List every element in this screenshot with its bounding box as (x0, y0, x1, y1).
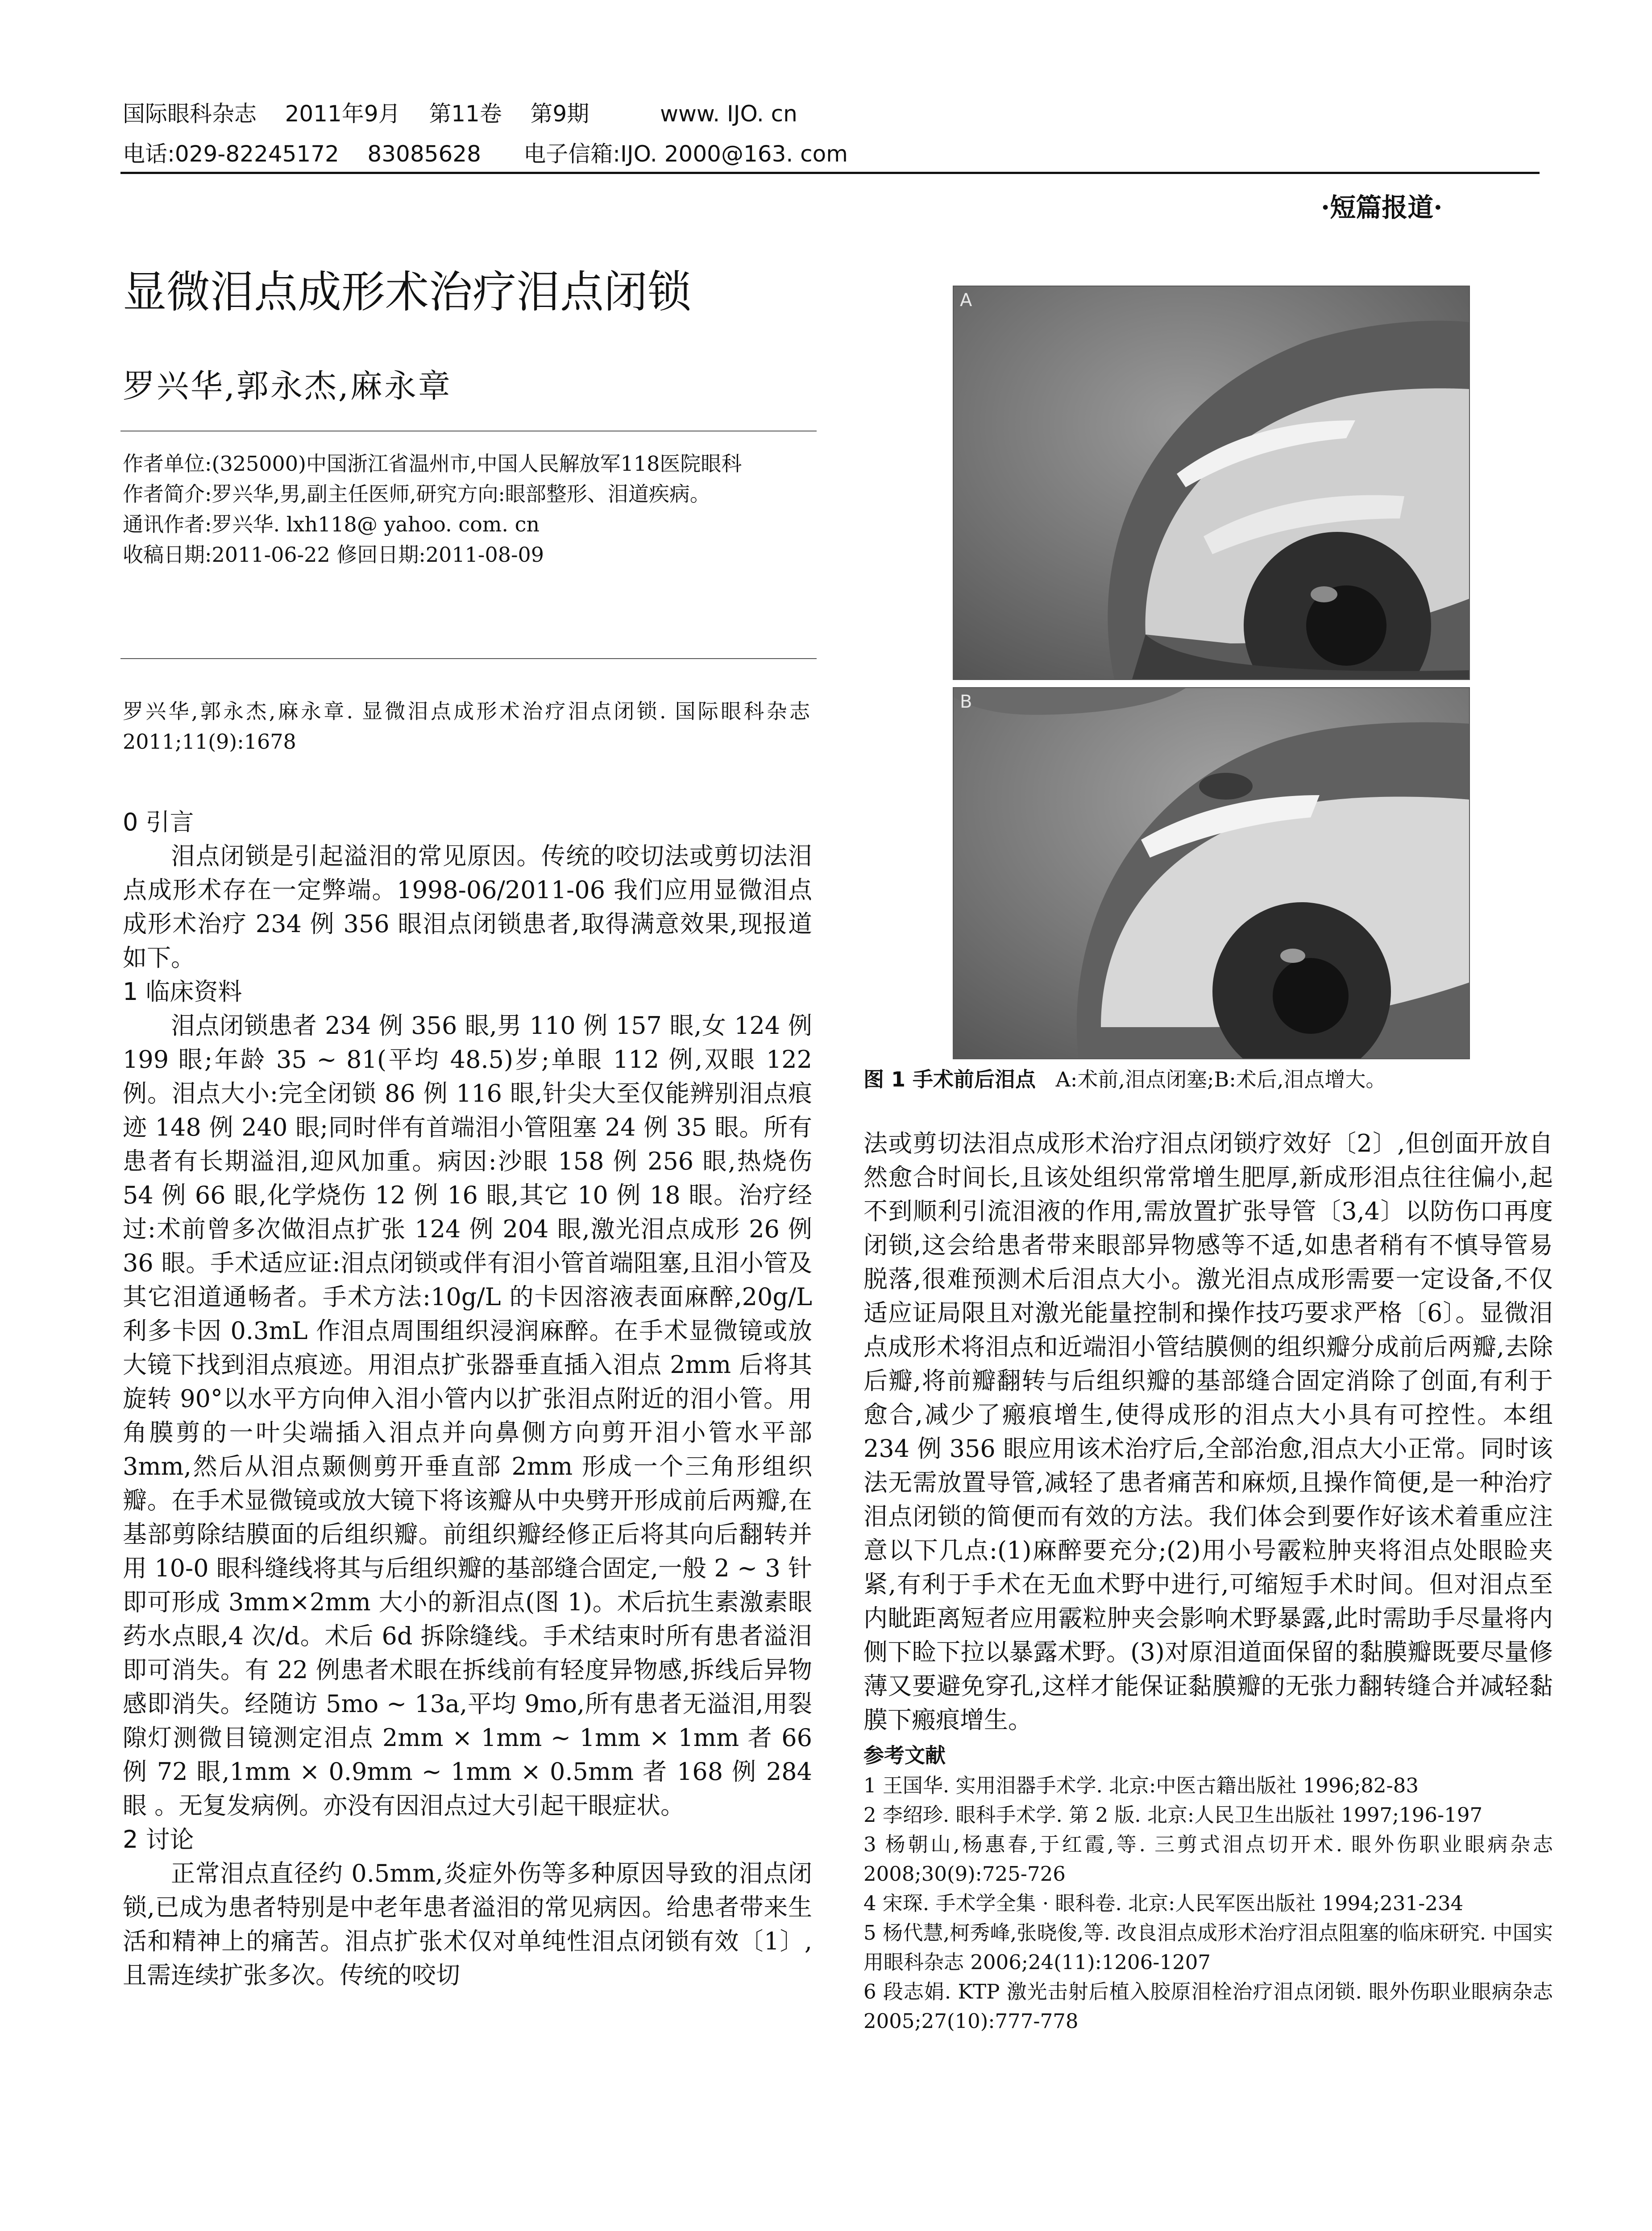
figure-caption (863, 1064, 1551, 1095)
intro-heading: 0 引言 (123, 808, 194, 836)
eye-photo-preop (954, 286, 1469, 679)
author-affiliation: 作者单位:(325000)中国浙江省温州市,中国人民解放军118医院眼科 (123, 452, 742, 476)
figure-caption-label: 图 1 手术前后泪点 (863, 1067, 1036, 1091)
references-heading: 参考文献 (863, 1743, 946, 1767)
clinical-paragraph (123, 1009, 812, 1823)
author-meta (123, 448, 810, 570)
right-column (863, 1127, 1553, 2036)
article-authors: 罗兴华,郭永杰,麻永章 (123, 367, 452, 405)
meta-rule (120, 658, 817, 659)
discussion-paragraph-right (863, 1127, 1553, 1737)
journal-header-line1: 国际眼科杂志 2011年9月 第11卷 第9期 www. IJO. cn (123, 101, 797, 127)
corresponding-author: 通讯作者:罗兴华. lxh118@ yahoo. com. cn (123, 512, 540, 536)
reference-item: 2 李绍珍. 眼科手术学. 第 2 版. 北京:人民卫生出版社 1997;196-197 (863, 1803, 1483, 1827)
figure-caption-text: A:术前,泪点闭塞;B:术后,泪点增大。 (1055, 1067, 1386, 1091)
left-column (123, 805, 812, 1992)
reference-item: 5 杨代慧,柯秀峰,张晓俊,等. 改良泪点成形术治疗泪点阻塞的临床研究. 中国实用眼科杂志 2006;24(11):1206-1207 (863, 1921, 1553, 1974)
clinical-text: 泪点闭锁患者 234 例 356 眼,男 110 例 157 眼,女 124 例 199 眼;年龄 35 ~ 81(平均 48.5)岁;单眼 112 例,双眼 122 例。泪点大小:完全闭锁 86 例 116 眼,针尖大至仅能辨别泪点痕迹 148 例 240 眼;同时伴有首端泪小管阻塞 24 例 35 眼。所有患者有长期溢泪,迎风加重。病因:沙眼 158 例 256 眼,热烧伤 54 例 66 眼,化学烧伤 12 例 16 眼,其它 10 例 18 眼。治疗经过:术前曾多次做泪点扩张 124 例 204 眼,激光泪点成形 26 例 36 眼。手术适应证:泪点闭锁或伴有泪小管首端阻塞,且泪小管及其它泪道通畅者。手术方法:10g/L 的卡因溶液表面麻醉,20g/L 利多卡因 0.3mL 作泪点周围组织浸润麻醉。在手术显微镜或放大镜下找到泪点痕迹。用泪点扩张器垂直插入泪点 2mm 后将其旋转 90°以水平方向伸入泪小管内以扩张泪点附近的泪小管。用角膜剪的一叶尖端插入泪点并向鼻侧方向剪开泪小管水平部 3mm,然后从泪点颞侧剪开垂直部 2mm 形成一个三角形组织瓣。在手术显微镜或放大镜下将该瓣从中央劈开形成前后两瓣,在基部剪除结膜面的后组织瓣。前组织瓣经修正后将其向后翻转并用 10-0 眼科缝线将其与后组织瓣的基部缝合固定,一般 2 ~ 3 针即可形成 3mm×2mm 大小的新泪点(图 1)。术后抗生素激素眼药水点眼,4 次/d。术后 6d 拆除缝线。手术结束时所有患者溢泪即可消失。有 22 例患者术眼在拆线前有轻度异物感,拆线后异物感即消失。经随访 5mo ~ 13a,平均 9mo,所有患者无溢泪,用裂隙灯测微目镜测定泪点 2mm × 1mm ~ 1mm × 1mm 者 66 例 72 眼,1mm × 0.9mm ~ 1mm × 0.5mm 者 168 例 284 眼 。无复发病例。亦没有因泪点过大引起干眼症状。 (123, 1012, 812, 1820)
figure-panel-a (953, 286, 1470, 680)
figure-panel-b (953, 687, 1470, 1059)
journal-header-line2: 电话:029-82245172 83085628 电子信箱:IJO. 2000@163. com (123, 141, 848, 167)
reference-item: 3 杨朝山,杨惠春,于红霞,等. 三剪式泪点切开术. 眼外伤职业眼病杂志 2008;30(9):725-726 (863, 1833, 1553, 1886)
discussion-text-left: 正常泪点直径约 0.5mm,炎症外伤等多种原因导致的泪点闭锁,已成为患者特别是中老年患者溢泪的常见病因。给患者带来生活和精神上的痛苦。泪点扩张术仅对单纯性泪点闭锁有效〔1〕,且需连续扩张多次。传统的咬切 (123, 1859, 812, 1989)
intro-paragraph (123, 839, 812, 975)
reference-item: 6 段志娟. KTP 激光击射后植入胶原泪栓治疗泪点闭锁. 眼外伤职业眼病杂志 2005;27(10):777-778 (863, 1980, 1553, 2033)
eye-photo-postop (954, 688, 1469, 1058)
author-bio: 作者简介:罗兴华,男,副主任医师,研究方向:眼部整形、泪道疾病。 (123, 482, 710, 506)
discussion-paragraph-left (123, 1857, 812, 1992)
reference-list (863, 1771, 1553, 2036)
panel-a-label: A (960, 290, 972, 311)
clinical-heading: 1 临床资料 (123, 978, 242, 1006)
discussion-text-right: 法或剪切法泪点成形术治疗泪点闭锁疗效好〔2〕,但创面开放自然愈合时间长,且该处组织常常增生肥厚,新成形泪点往往偏小,起不到顺利引流泪液的作用,需放置扩张导管〔3,4〕以防伤口再度闭锁,这会给患者带来眼部异物感等不适,如患者稍有不慎导管易脱落,很难预测术后泪点大小。激光泪点成形需要一定设备,不仅适应证局限且对激光能量控制和操作技巧要求严格〔6〕。显微泪点成形术将泪点和近端泪小管结膜侧的组织瓣分成前后两瓣,去除后瓣,将前瓣翻转与后组织瓣的基部缝合固定消除了创面,有利于愈合,减少了瘢痕增生,使得成形的泪点大小具有可控性。本组 234 例 356 眼应用该术治疗后,全部治愈,泪点大小正常。同时该法无需放置导管,减轻了患者痛苦和麻烦,且操作简便,是一种治疗泪点闭锁的简便而有效的方法。我们体会到要作好该术着重应注意以下几点:(1)麻醉要充分;(2)用小号霰粒肿夹将泪点处眼睑夹紧,有利于手术在无血术野中进行,可缩短手术时间。但对泪点至内眦距离短者应用霰粒肿夹会影响术野暴露,此时需助手尽量将内侧下睑下拉以暴露术野。(3)对原泪道面保留的黏膜瓣既要尽量修薄又要避免穿孔,这样才能保证黏膜瓣的无张力翻转缝合并减轻黏膜下瘢痕增生。 (863, 1129, 1553, 1734)
reference-item: 4 宋琛. 手术学全集 · 眼科卷. 北京:人民军医出版社 1994;231-234 (863, 1891, 1464, 1915)
discussion-heading: 2 讨论 (123, 1825, 194, 1854)
received-revised-dates: 收稿日期:2011-06-22 修回日期:2011-08-09 (123, 543, 544, 567)
citation: 罗兴华,郭永杰,麻永章. 显微泪点成形术治疗泪点闭锁. 国际眼科杂志 2011;11(9):1678 (123, 699, 810, 754)
header-rule (120, 172, 1540, 174)
reference-item: 1 王国华. 实用泪器手术学. 北京:中医古籍出版社 1996;82-83 (863, 1774, 1419, 1797)
section-tag: ·短篇报道· (1321, 192, 1443, 223)
intro-text: 泪点闭锁是引起溢泪的常见原因。传统的咬切法或剪切法泪点成形术存在一定弊端。1998-06/2011-06 我们应用显微泪点成形术治疗 234 例 356 眼泪点闭锁患者,取得满意效果,现报道如下。 (123, 842, 812, 972)
panel-b-label: B (960, 692, 972, 712)
article-title: 显微泪点成形术治疗泪点闭锁 (123, 267, 692, 318)
